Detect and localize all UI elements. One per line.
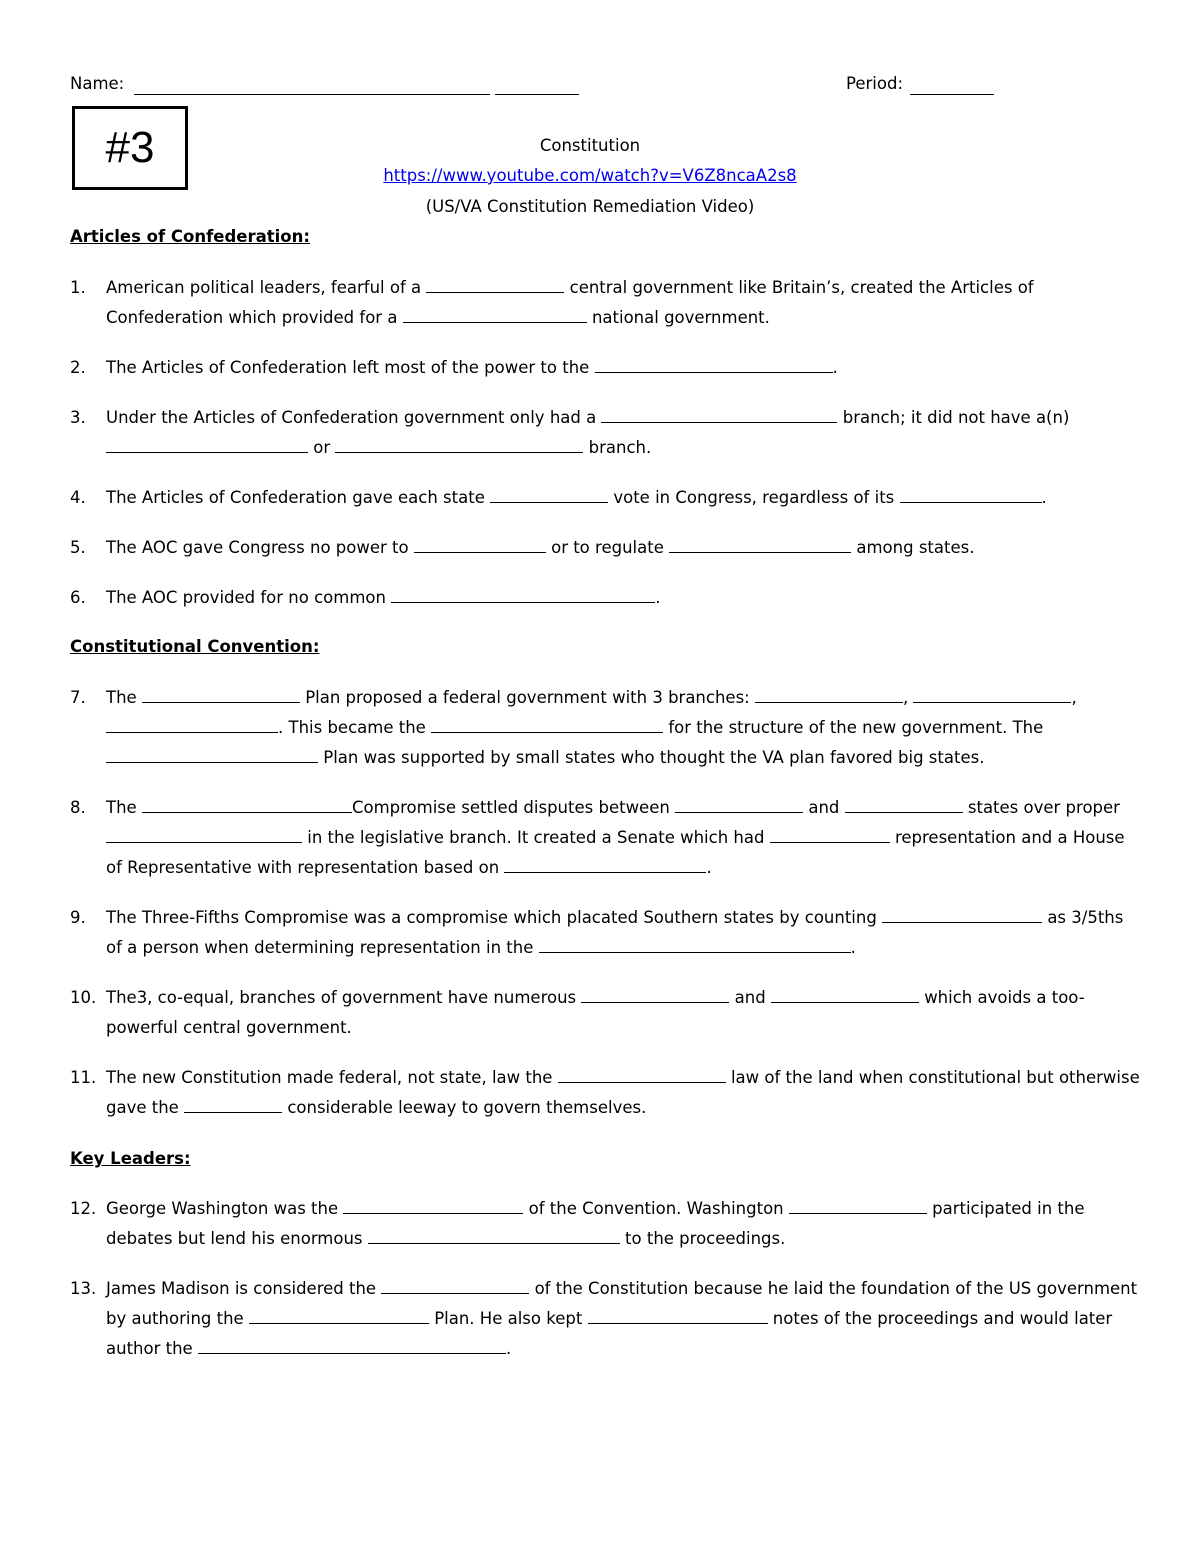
section-articles-heading: Articles of Confederation: — [70, 227, 310, 246]
question-text: The3, co-equal, branches of government have numerous — [106, 988, 577, 1007]
question-number: 4. — [70, 488, 86, 507]
question-text: The — [106, 688, 137, 707]
answer-blank[interactable] — [106, 716, 278, 733]
question-text: of the Constitution because he laid the foundation of the US government by authoring the — [106, 1279, 1138, 1328]
question-text: which avoids a too-powerful central government. — [106, 988, 1085, 1037]
answer-blank[interactable] — [601, 406, 837, 423]
question-text: The — [106, 798, 137, 817]
answer-blank[interactable] — [391, 586, 655, 603]
question-text: considerable leeway to govern themselves. — [287, 1098, 647, 1117]
answer-blank[interactable] — [669, 536, 851, 553]
question-text: The Three-Fifths Compromise was a compromise which placated Southern states by counting — [106, 908, 877, 927]
answer-blank[interactable] — [403, 306, 587, 323]
question-text: or — [313, 438, 331, 457]
answer-blank[interactable] — [431, 716, 663, 733]
answer-blank[interactable] — [913, 686, 1071, 703]
period-label: Period: — [846, 74, 904, 93]
question-text: to the proceedings. — [625, 1229, 786, 1248]
worksheet-title: Constitution — [539, 136, 641, 155]
answer-blank[interactable] — [106, 746, 318, 763]
question-number: 6. — [70, 588, 86, 607]
question-text: American political leaders, fearful of a — [106, 278, 422, 297]
question-10 — [70, 983, 1140, 1043]
question-number: 13. — [70, 1279, 97, 1298]
answer-blank[interactable] — [845, 796, 963, 813]
question-text: law of the land when constitutional but otherwise gave the — [106, 1068, 1140, 1117]
answer-blank[interactable] — [595, 356, 833, 373]
question-text: . — [505, 1339, 512, 1358]
question-6 — [70, 583, 1140, 613]
answer-blank[interactable] — [490, 486, 608, 503]
worksheet-subtitle: (US/VA Constitution Remediation Video) — [425, 197, 755, 216]
question-5 — [70, 533, 1140, 563]
question-text: representation and a House of Representative with representation based on — [106, 828, 1125, 877]
question-number: 12. — [70, 1199, 97, 1218]
question-text: notes of the proceedings and would later author the — [106, 1309, 1113, 1358]
question-text: The AOC provided for no common — [106, 588, 386, 607]
answer-blank[interactable] — [335, 436, 583, 453]
answer-blank[interactable] — [504, 856, 706, 873]
question-text: The Articles of Confederation gave each state — [106, 488, 485, 507]
question-text: as 3/5ths of a person when determining representation in the — [106, 908, 1124, 957]
question-number: 3. — [70, 408, 86, 427]
question-text: branch. — [588, 438, 652, 457]
question-text: participated in the debates but lend his enormous — [106, 1199, 1085, 1248]
question-number: 1. — [70, 278, 86, 297]
answer-blank[interactable] — [142, 686, 300, 703]
question-number: 7. — [70, 688, 86, 707]
question-9 — [70, 903, 1140, 963]
question-text: Under the Articles of Confederation government only had a — [106, 408, 597, 427]
answer-blank[interactable] — [539, 936, 851, 953]
question-text: for the structure of the new government. The — [668, 718, 1044, 737]
question-text: The new Constitution made federal, not state, law the — [106, 1068, 553, 1087]
question-number: 11. — [70, 1068, 97, 1087]
question-text: Plan proposed a federal government with 3 branches: — [305, 688, 750, 707]
question-text: vote in Congress, regardless of its — [613, 488, 895, 507]
answer-blank[interactable] — [675, 796, 803, 813]
answer-blank[interactable] — [142, 796, 352, 813]
question-text: branch; it did not have a(n) — [842, 408, 1070, 427]
question-text: . — [850, 938, 856, 957]
answer-blank[interactable] — [900, 486, 1042, 503]
question-text: of the Convention. Washington — [528, 1199, 784, 1218]
section-convention-heading: Constitutional Convention: — [70, 637, 320, 656]
question-text: , — [902, 688, 909, 707]
question-text: , — [1071, 688, 1077, 707]
question-number: 5. — [70, 538, 86, 557]
answer-blank[interactable] — [426, 276, 564, 293]
answer-blank[interactable] — [198, 1337, 506, 1354]
question-text: George Washington was the — [106, 1199, 339, 1218]
question-8 — [70, 793, 1140, 883]
question-text: . — [655, 588, 661, 607]
answer-blank[interactable] — [106, 826, 302, 843]
answer-blank[interactable] — [558, 1066, 726, 1083]
answer-blank[interactable] — [414, 536, 546, 553]
answer-blank[interactable] — [249, 1307, 429, 1324]
question-text: among states. — [856, 538, 975, 557]
question-number: 2. — [70, 358, 86, 377]
question-7 — [70, 683, 1140, 773]
answer-blank[interactable] — [588, 1307, 768, 1324]
answer-blank[interactable] — [581, 986, 729, 1003]
question-text: . — [1041, 488, 1047, 507]
question-text: Plan. He also kept — [434, 1309, 583, 1328]
answer-blank[interactable] — [771, 986, 919, 1003]
question-text: Compromise settled disputes between — [351, 798, 670, 817]
question-text: Plan was supported by small states who thought the VA plan favored big states. — [323, 748, 985, 767]
section-leaders-heading: Key Leaders: — [70, 1149, 191, 1168]
video-link[interactable]: https://www.youtube.com/watch?v=V6Z8ncaA2s8 — [383, 166, 797, 185]
answer-blank[interactable] — [755, 686, 903, 703]
question-text: The Articles of Confederation left most of the power to the — [106, 358, 590, 377]
question-1 — [70, 273, 1140, 333]
name-field[interactable] — [134, 94, 490, 95]
question-number: 9. — [70, 908, 86, 927]
question-text: . This became the — [278, 718, 426, 737]
answer-blank[interactable] — [789, 1197, 927, 1214]
question-text: or to regulate — [551, 538, 664, 557]
question-number: 8. — [70, 798, 86, 817]
name-field-extra[interactable] — [495, 94, 579, 95]
question-number: 10. — [70, 988, 97, 1007]
answer-blank[interactable] — [368, 1227, 620, 1244]
question-text: states over proper — [967, 798, 1120, 817]
question-text: . — [832, 358, 838, 377]
question-text: national government. — [591, 308, 770, 327]
answer-blank[interactable] — [343, 1197, 523, 1214]
answer-blank[interactable] — [184, 1096, 282, 1113]
question-4 — [70, 483, 1140, 513]
answer-blank[interactable] — [770, 826, 890, 843]
question-2 — [70, 353, 1140, 383]
question-text: central government like Britain’s, created the Articles of Confederation which provided for a — [106, 278, 1034, 327]
worksheet-number-badge: #3 — [72, 106, 188, 190]
question-11 — [70, 1063, 1140, 1123]
question-text: The AOC gave Congress no power to — [106, 538, 409, 557]
question-text: in the legislative branch. It created a Senate which had — [307, 828, 765, 847]
question-12 — [70, 1194, 1140, 1254]
question-3 — [70, 403, 1140, 463]
period-field[interactable] — [910, 94, 994, 95]
question-text: and — [734, 988, 766, 1007]
answer-blank[interactable] — [381, 1277, 529, 1294]
question-text: James Madison is considered the — [106, 1279, 377, 1298]
question-13 — [70, 1274, 1140, 1364]
name-label: Name: — [70, 74, 125, 93]
answer-blank[interactable] — [882, 906, 1042, 923]
answer-blank[interactable] — [106, 436, 308, 453]
question-text: and — [808, 798, 840, 817]
question-text: . — [706, 858, 712, 877]
